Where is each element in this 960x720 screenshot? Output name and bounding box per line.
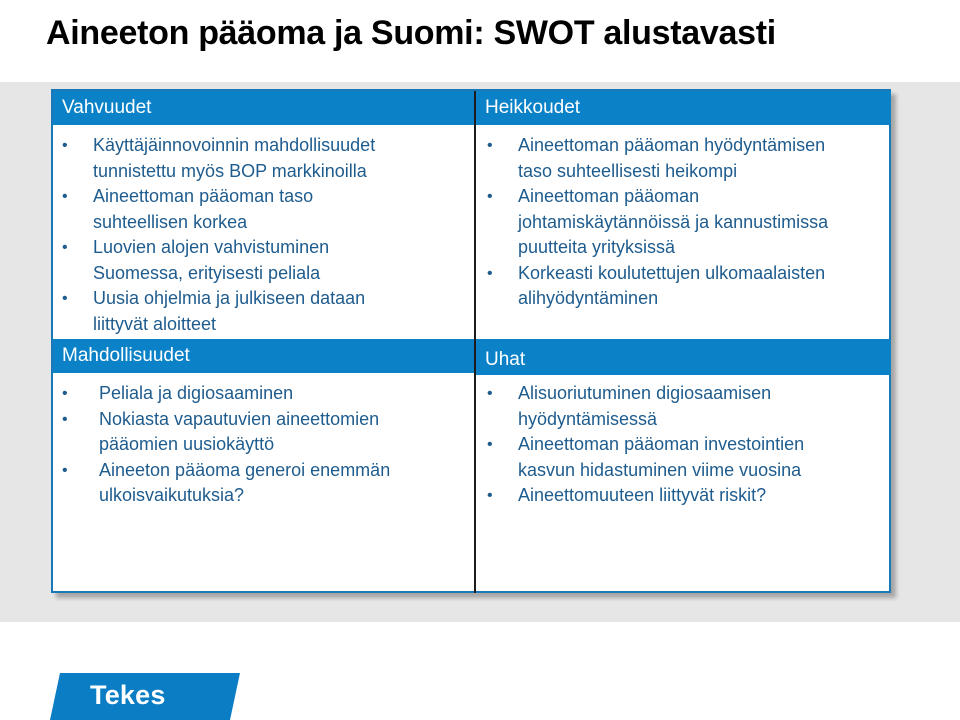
strengths-list — [53, 133, 375, 337]
list-item — [478, 133, 828, 184]
threats-header: Uhat — [476, 339, 891, 375]
item-line: hyödyntämisessä — [518, 408, 658, 429]
list-item — [478, 184, 828, 261]
list-item — [478, 381, 804, 432]
list-item — [53, 235, 375, 286]
item-line: Aineettoman pääoman — [518, 186, 700, 206]
item-line: puutteita yrityksissä — [518, 237, 676, 257]
swot-table — [51, 89, 891, 593]
item-line: Nokiasta vapautuvien aineettomien — [99, 408, 380, 429]
bullet-icon: • — [62, 461, 68, 479]
list-item — [53, 133, 375, 184]
item-line: Peliala ja digiosaaminen — [99, 383, 294, 403]
list-item — [478, 483, 804, 509]
item-line: Suomessa, erityisesti peliala — [93, 262, 321, 283]
item-line: Luovien alojen vahvistuminen — [93, 237, 330, 257]
list-item — [478, 432, 804, 483]
item-line: Aineettomuuteen liittyvät riskit? — [518, 485, 767, 505]
bullet-icon: • — [62, 410, 68, 428]
weaknesses-list — [478, 133, 828, 312]
item-line: tunnistettu myös BOP markkinoilla — [93, 160, 367, 181]
bullet-icon: • — [487, 264, 493, 282]
item-line: Käyttäjäinnovoinnin mahdollisuudet — [93, 135, 376, 155]
item-line: Aineettoman pääoman investointien — [518, 434, 805, 454]
list-item — [53, 286, 375, 337]
list-item — [53, 458, 390, 509]
bullet-icon: • — [487, 487, 493, 504]
bullet-icon: • — [487, 385, 493, 402]
item-line: Aineettoman pääoman hyödyntämisen — [518, 135, 826, 155]
bullet-icon: • — [62, 137, 68, 154]
list-item — [53, 184, 375, 235]
item-line: Aineeton pääoma generoi enemmän — [99, 459, 391, 480]
item-line: Uusia ohjelmia ja julkiseen dataan — [93, 288, 366, 308]
list-item — [53, 381, 390, 407]
item-line: Korkeasti koulutettujen ulkomaalaisten — [518, 262, 826, 283]
slide-title: Aineeton pääoma ja Suomi: SWOT alustavasti — [46, 14, 776, 52]
bullet-icon: • — [487, 137, 493, 154]
item-line: taso suhteellisesti heikompi — [518, 160, 738, 181]
item-line: Alisuoriutuminen digiosaamisen — [518, 383, 772, 403]
tekes-logo: Tekes — [90, 680, 166, 710]
item-line: alihyödyntäminen — [518, 288, 659, 308]
threats-list — [478, 381, 804, 509]
weaknesses-header: Heikkoudet — [476, 91, 891, 125]
bullet-icon: • — [62, 188, 68, 205]
bullet-icon: • — [487, 436, 493, 453]
strengths-header: Vahvuudet — [53, 91, 474, 125]
list-item — [53, 407, 390, 458]
item-line: Aineettoman pääoman taso — [93, 186, 314, 206]
item-line: ulkoisvaikutuksia? — [99, 485, 245, 505]
item-line: suhteellisen korkea — [93, 211, 248, 232]
item-line: liittyvät aloitteet — [93, 313, 217, 334]
item-line: pääomien uusiokäyttö — [99, 434, 275, 454]
bullet-icon: • — [62, 290, 68, 307]
opportunities-list — [53, 381, 390, 509]
item-line: johtamiskäytännöissä ja kannustimissa — [518, 211, 829, 232]
bullet-icon: • — [487, 188, 493, 205]
opportunities-header: Mahdollisuudet — [53, 339, 474, 373]
item-line: kasvun hidastuminen viime vuosina — [518, 459, 802, 480]
list-item — [478, 261, 828, 312]
bullet-icon: • — [62, 385, 68, 402]
bullet-icon: • — [62, 239, 68, 256]
